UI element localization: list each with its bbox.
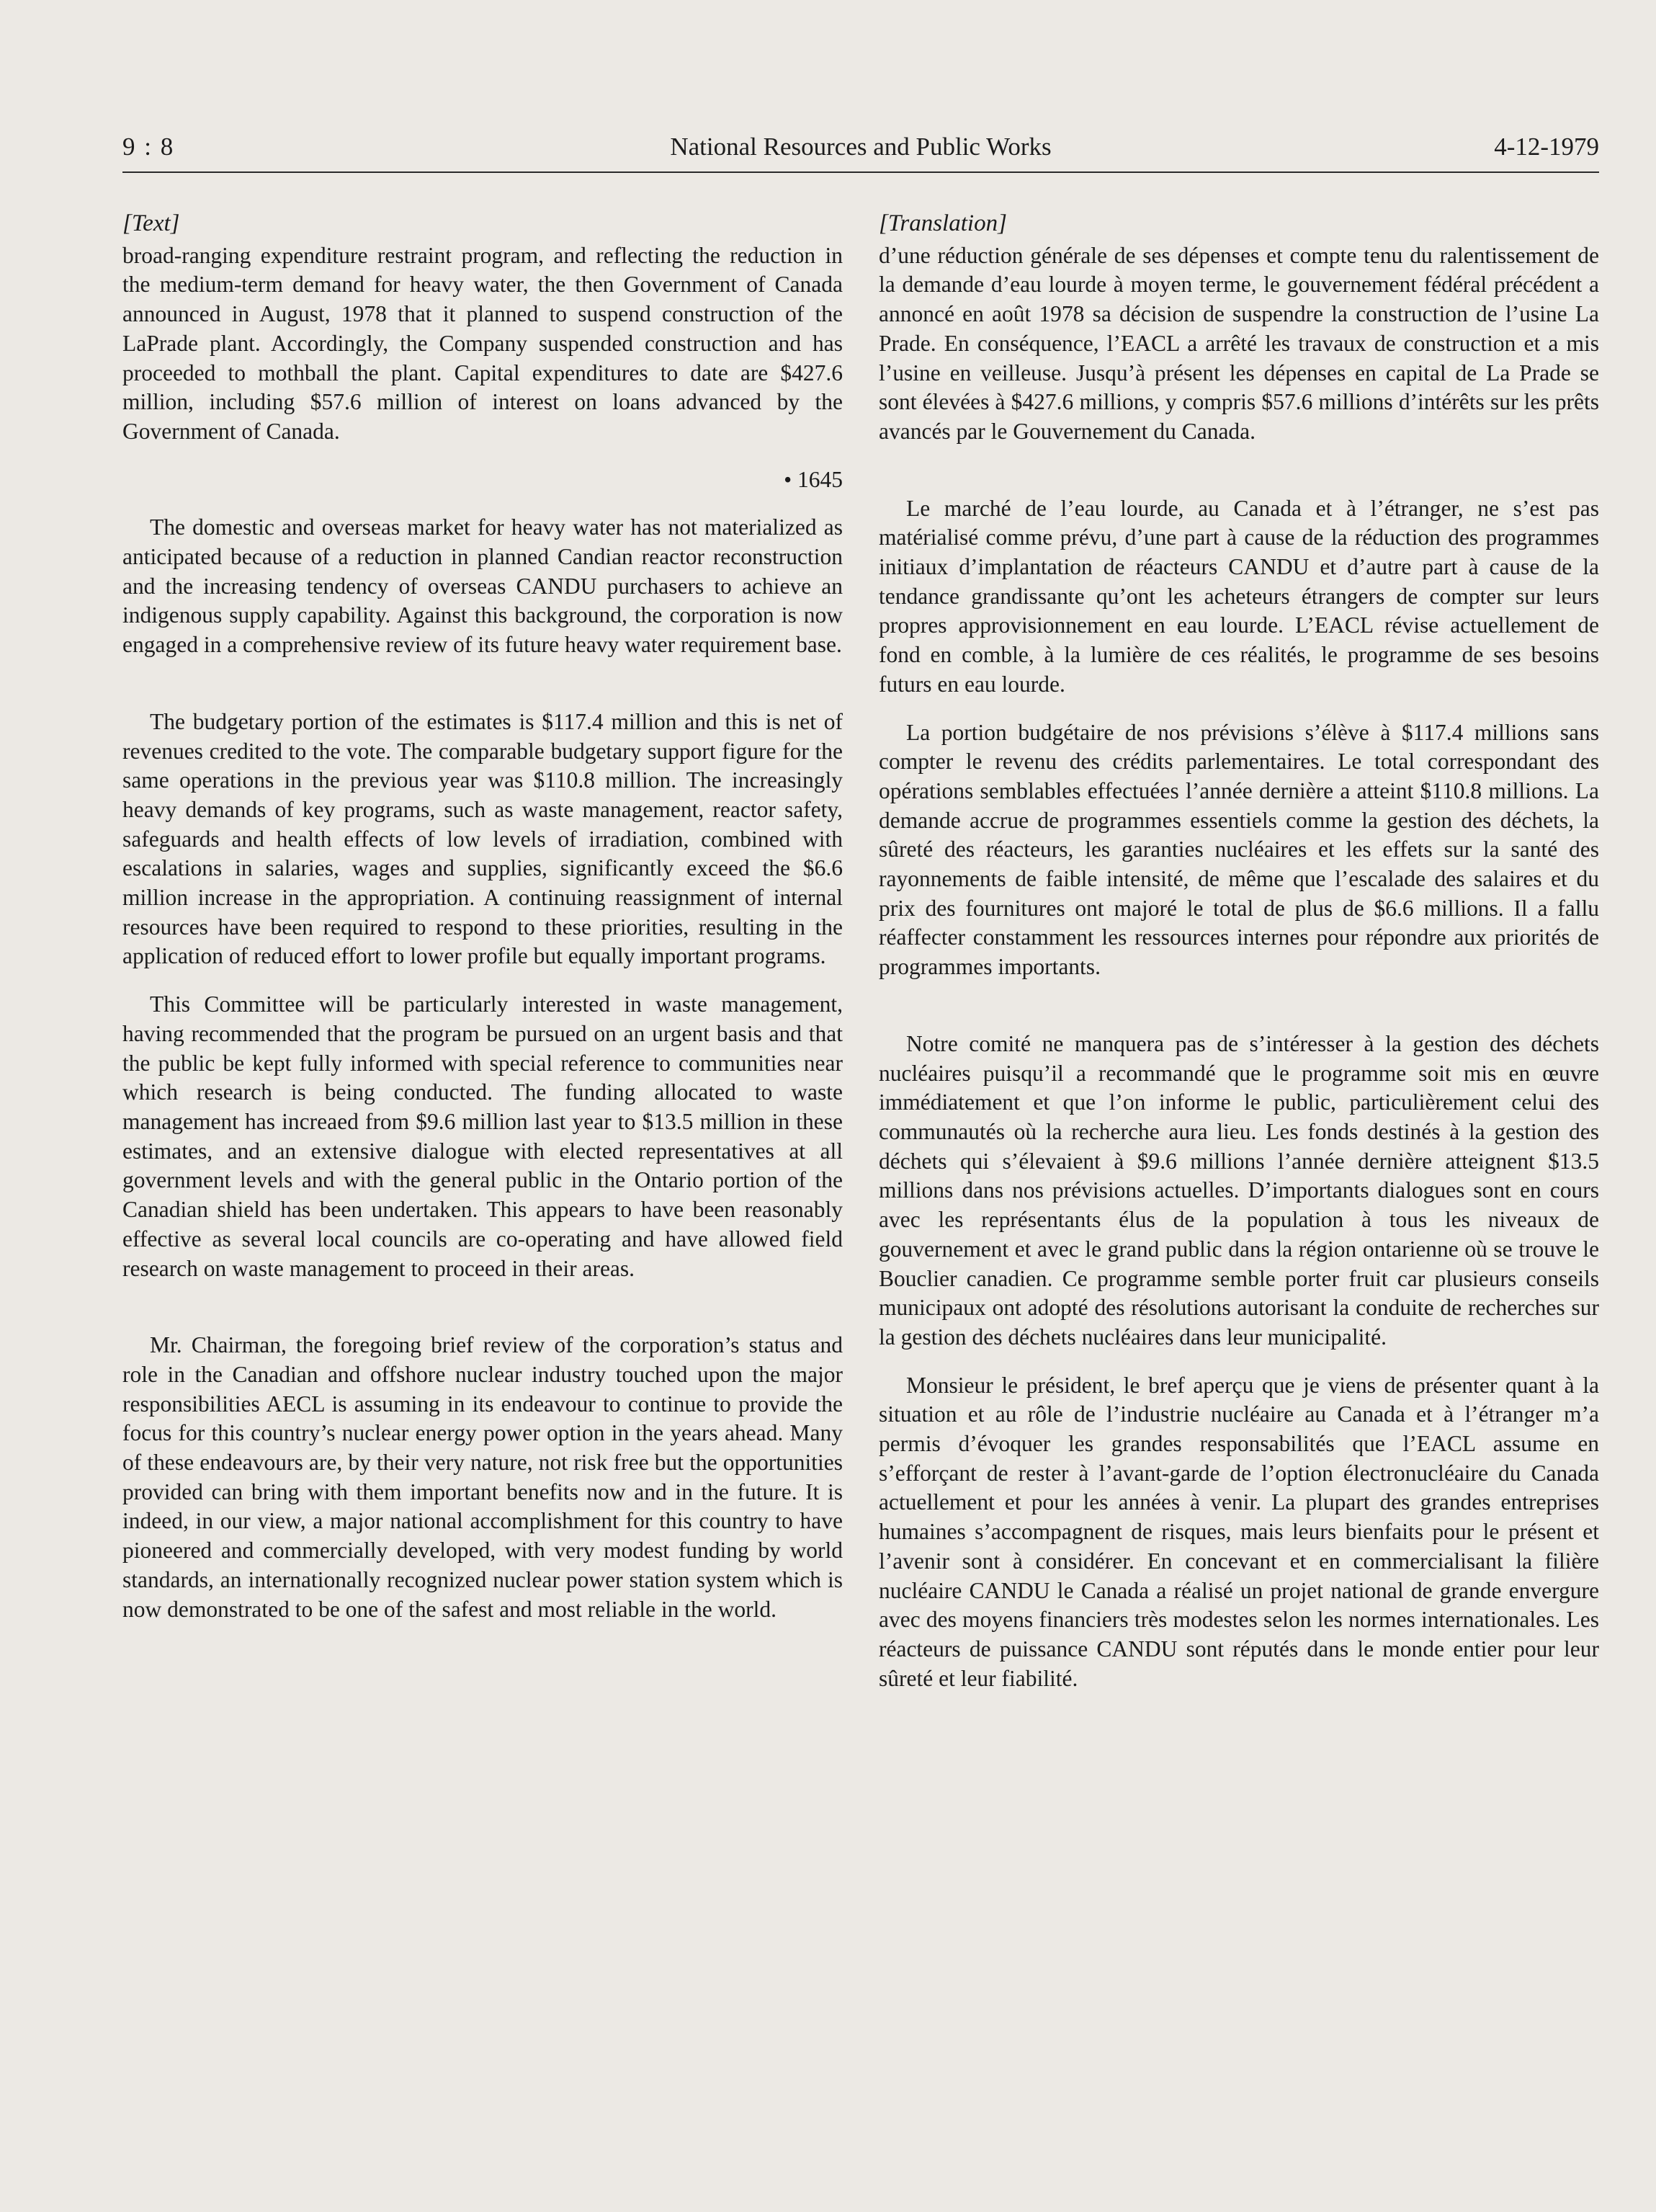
english-column — [122, 209, 843, 1624]
page-header — [122, 127, 1599, 170]
french-paragraph-2: Le marché de l’eau lourde, au Canada et à l’étranger, ne s’est pas matérialisé comme prévu, d’une part à cause de la réduction des programmes initiaux d’implantation de réacteurs CANDU et d’autre part à cause de la tendance grandissante qu’ont les acheteurs étrangers de compter sur leurs propres approvisionnement en eau lourde. L’EACL révise actuellement de fond en comble, à la lumière de ces réalités, le programme de ses besoins futurs en eau lourde. — [879, 495, 1599, 697]
translation-label: [Translation] — [879, 210, 1007, 236]
header-rule — [122, 171, 1599, 173]
french-paragraph-3: La portion budgétaire de nos prévisions s’élève à $117.4 millions sans compter le revenu des crédits parlementaires. Le total correspondant des opérations semblables effectuées l’année dernière a atteint $110.8 millions. La demande accrue de programmes essentiels comme la gestion des déchets, la sûreté des réacteurs, les garanties nucléaires et les effets sur la santé des rayonnements de faible intensité, de même que l’escalade des salaires et du prix des fournitures ont majoré le total de plus de $6.6 millions. Il a fallu réaffecter constamment les ressources internes pour répondre aux priorités de programmes importants. — [879, 719, 1599, 980]
text-label: [Text] — [122, 210, 180, 236]
english-paragraph-2: The domestic and overseas market for heavy water has not materialized as anticipated because of a reduction in planned Candian reactor reconstruction and the increasing tendency of overseas CANDU purchasers to achieve an indigenous supply capability. Against this background, the corporation is now engaged in a comprehensive review of its future heavy water requirement base. — [122, 514, 843, 658]
running-title: National Resources and Public Works — [670, 133, 1052, 161]
english-paragraph-5: Mr. Chairman, the foregoing brief review of the corporation’s status and role in the Canadian and offshore nuclear industry touched upon the major responsibilities AECL is assuming in its endeavour to continue to provide the focus for this country’s nuclear energy power option in the years ahead. Many of these endeavours are, by their very nature, not risk free but the opportunities provided can bring with them important benefits now and in the future. It is indeed, in our view, a major national accomplishment for this country to have pioneered and commercially developed, with very modest funding by world standards, an internationally recognized nuclear power station system which is now demonstrated to be one of the safest and most reliable in the world. — [122, 1332, 843, 1622]
english-paragraph-1: broad-ranging expenditure restraint program, and reflecting the reduction in the medium-term demand for heavy water, the then Government of Canada announced in August, 1978 that it planned to suspend construction of the LaPrade plant. Accordingly, the Company suspended construction and has proceeded to mothball the plant. Capital expenditures to date are $427.6 million, including $57.6 million of interest on loans advanced by the Government of Canada. — [122, 242, 843, 444]
french-column — [879, 209, 1599, 1693]
header-date: 4-12-1979 — [1494, 133, 1599, 161]
french-paragraph-4: Notre comité ne manquera pas de s’intéresser à la gestion des déchets nucléaires puisqu’il a recommandé que le programme soit mis en œuvre immédiatement et que l’on informe le public, particulièrement celui des communautés où la recherche aura lieu. Les fonds destinés à la gestion des déchets qui s’élevaient à $9.6 millions l’année dernière atteignent $13.5 millions dans nos prévisions actuelles. D’importants dialogues sont en cours avec les représentants élus de la population à tous les niveaux de gouvernement et avec le grand public dans la région ontarienne où se trouve le Bouclier canadien. Ce programme semble porter fruit car plusieurs conseils municipaux ont adopté des résolutions autorisant la conduite de recherches sur la gestion des déchets nucléaires dans leur municipalité. — [879, 1030, 1599, 1350]
french-paragraph-5: Monsieur le président, le bref aperçu que je viens de présenter quant à la situation et au rôle de l’industrie nucléaire au Canada et à l’étranger m’a permis d’évoquer les grandes responsabilités que l’EACL assume en s’efforçant de rester à l’avant-garde de l’option électronucléaire du Canada actuellement et pour les années à venir. La plupart des grandes entreprises humaines s’accompagnent de risques, mais leurs bienfaits pour le présent et l’avenir sont à considérer. En concevant et en commercialisant la filière nucléaire CANDU le Canada a réalisé un projet national de grande envergure avec des moyens financiers très modestes selon les normes internationales. Les réacteurs de puissance CANDU sont réputés dans le monde entier pour leur sûreté et leur fiabilité. — [879, 1372, 1599, 1691]
page-number: 9 : 8 — [122, 133, 175, 161]
english-paragraph-4: This Committee will be particularly interested in waste management, having recommended that the program be pursued on an urgent basis and that the public be kept fully informed with special reference to communities near which research is being conducted. The funding allocated to waste management has increaed from $9.6 million last year to $13.5 million in these estimates, and an extensive dialogue with elected representatives at all government levels and with the general public in the Ontario portion of the Canadian shield has been undertaken. This appears to have been reasonably effective as several local councils are co-operating and have allowed field research on waste management to proceed in their areas. — [122, 991, 843, 1281]
time-marker: • 1645 — [784, 466, 843, 492]
french-paragraph-1: d’une réduction générale de ses dépenses et compte tenu du ralentissement de la demande d’eau lourde à moyen terme, le gouvernement fédéral précédent a annoncé en août 1978 sa décision de suspendre la construction de l’usine La Prade. En conséquence, l’EACL a arrêté les travaux de construction et a mis l’usine en veilleuse. Jusqu’à présent les dépenses en capital de La Prade se sont élevées à $427.6 millions, y compris $57.6 millions d’intérêts sur les prêts avancés par le Gouvernement du Canada. — [879, 242, 1599, 444]
english-paragraph-3: The budgetary portion of the estimates is $117.4 million and this is net of revenues credited to the vote. The comparable budgetary support figure for the same operations in the previous year was $110.8 million. The increasingly heavy demands of key programs, such as waste management, reactor safety, safeguards and health effects of low levels of irradiation, combined with escalations in salaries, wages and supplies, significantly exceed the $6.6 million increase in the appropriation. A continuing reassignment of internal resources have been required to respond to these priorities, resulting in the application of reduced effort to lower profile but equally important programs. — [122, 708, 843, 969]
